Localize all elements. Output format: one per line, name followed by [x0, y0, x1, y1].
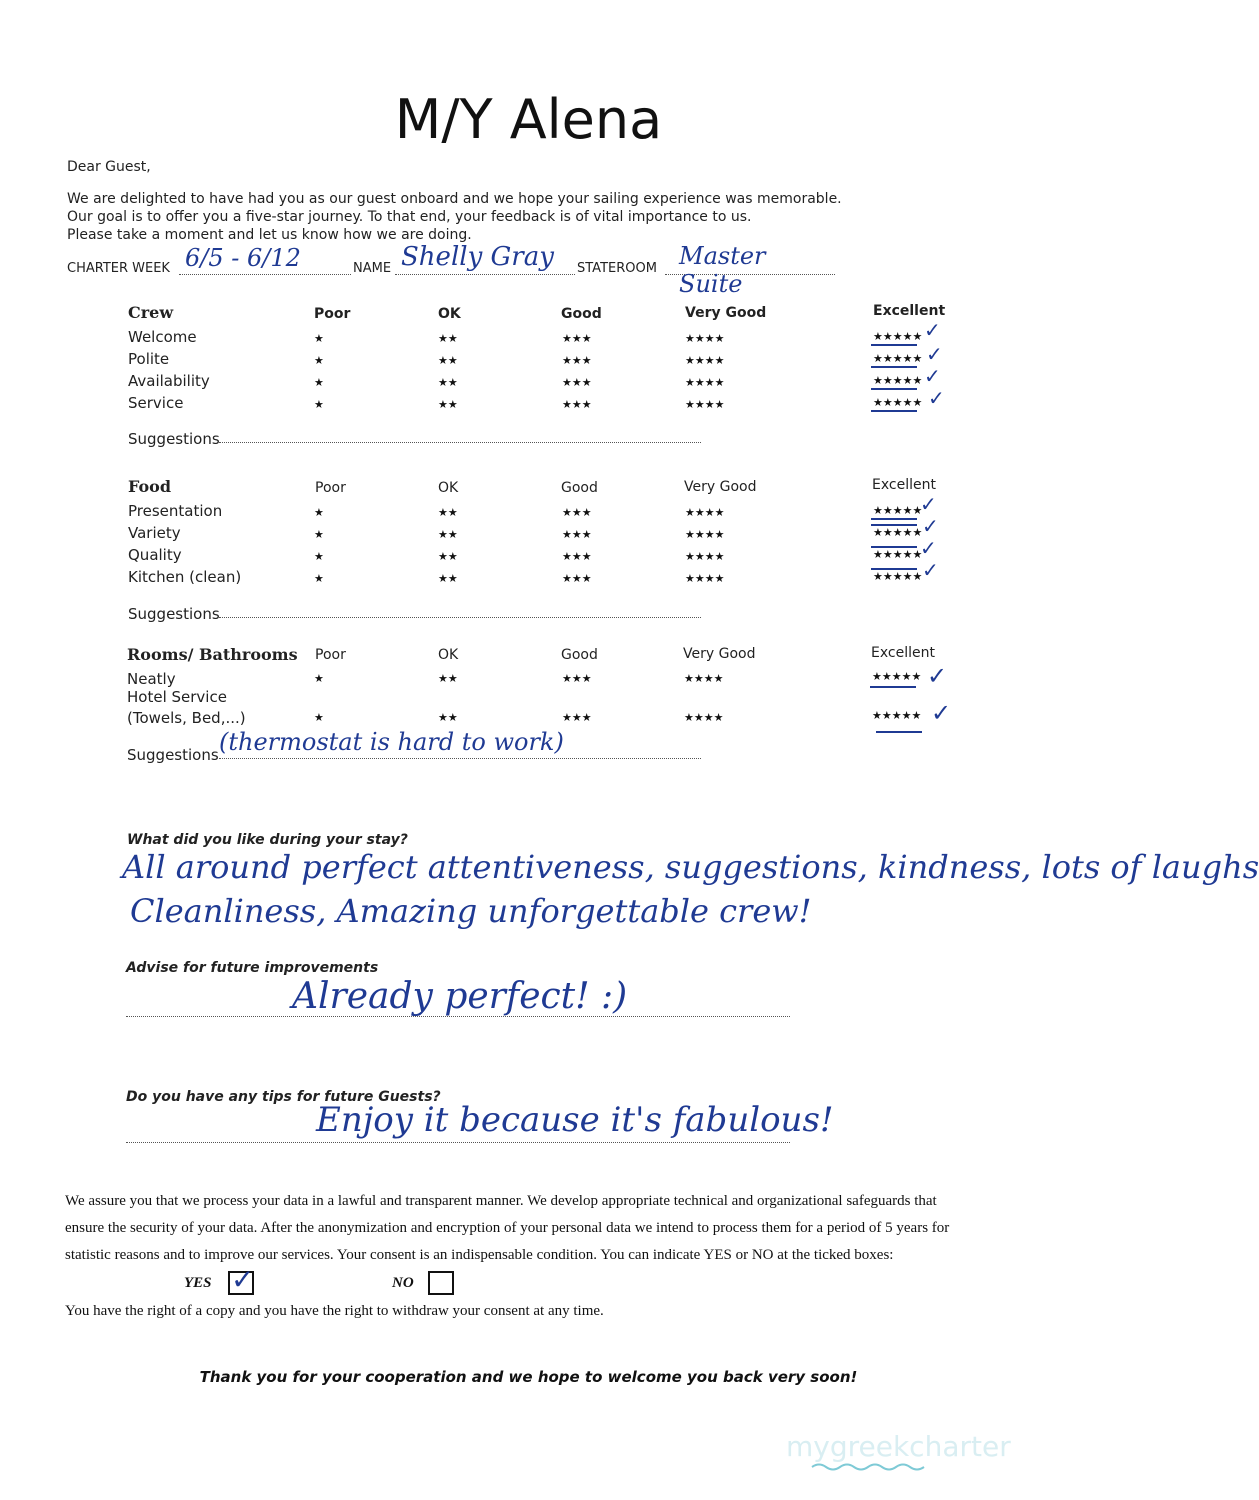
rating-option-poor[interactable]: ★: [314, 528, 324, 541]
watermark-logo: [786, 1430, 1011, 1463]
rating-option-poor[interactable]: ★: [314, 711, 324, 724]
row-label-hotel-service: Hotel Service: [127, 688, 227, 706]
rating-option-good[interactable]: ★★★: [562, 354, 592, 367]
excellent-underline: [871, 524, 917, 526]
rating-option-very-good[interactable]: ★★★★: [685, 506, 725, 519]
food-section: [0, 474, 1057, 634]
check-mark-icon: ✓: [926, 342, 943, 366]
no-label: NO: [392, 1275, 414, 1291]
rating-option-excellent[interactable]: ★★★★★: [873, 548, 923, 561]
check-mark-icon: ✓: [924, 364, 941, 388]
row-label: Variety: [128, 524, 181, 542]
name-value: Shelly Gray: [401, 242, 554, 272]
suggestions-value: (thermostat is hard to work): [219, 728, 564, 756]
rating-option-excellent[interactable]: ★★★★★: [873, 374, 923, 387]
rating-option-poor[interactable]: ★: [314, 398, 324, 411]
rating-row-availability: [128, 364, 978, 394]
rating-option-good[interactable]: ★★★: [562, 332, 592, 345]
page-title: M/Y Alena: [394, 88, 663, 151]
col-poor: Poor: [315, 480, 346, 496]
col-very-good: Very Good: [683, 646, 756, 662]
charter-week-field[interactable]: [179, 244, 351, 275]
col-good: Good: [561, 306, 602, 322]
rating-option-good[interactable]: ★★★: [562, 506, 592, 519]
rating-option-ok[interactable]: ★★: [438, 376, 458, 389]
check-mark-icon: ✓: [927, 662, 948, 690]
col-ok: OK: [438, 647, 459, 663]
excellent-underline: [871, 518, 917, 520]
consent-line-2: ensure the security of your data. After the anonymization and encryption of your personal data we intend to process them for a period of 5 years for: [65, 1220, 950, 1236]
name-field[interactable]: [395, 242, 575, 275]
rating-row-kitchen: [128, 558, 978, 590]
no-checkbox[interactable]: [428, 1271, 454, 1295]
rating-option-poor[interactable]: ★: [314, 376, 324, 389]
charter-week-label: CHARTER WEEK: [67, 261, 170, 276]
col-ok: OK: [438, 480, 459, 496]
check-mark-icon: ✓: [922, 558, 939, 582]
answer-liked-line-1: All around perfect attentiveness, suggestions, kindness, lots of laughs: [122, 848, 1259, 886]
rating-option-ok[interactable]: ★★: [438, 711, 458, 724]
col-good: Good: [561, 647, 598, 663]
wave-icon: [812, 1462, 932, 1472]
intro-line-3: Please take a moment and let us know how we are doing.: [67, 227, 472, 243]
rating-row-service: [128, 386, 978, 416]
rating-option-poor[interactable]: ★: [314, 354, 324, 367]
rating-option-ok[interactable]: ★★: [438, 354, 458, 367]
section-title-food: Food: [128, 477, 172, 496]
rating-option-good[interactable]: ★★★: [562, 550, 592, 563]
excellent-underline: [871, 388, 917, 390]
rating-option-excellent[interactable]: ★★★★★: [872, 670, 922, 683]
rating-option-ok[interactable]: ★★: [438, 506, 458, 519]
excellent-underline: [876, 731, 922, 733]
row-label: Polite: [128, 350, 170, 368]
charter-week-value: 6/5 - 6/12: [185, 244, 301, 272]
check-mark-icon: ✓: [931, 699, 952, 727]
rating-row-polite: [128, 342, 978, 372]
stateroom-field[interactable]: [665, 242, 835, 298]
row-label: Presentation: [128, 502, 223, 520]
section-title-crew: Crew: [128, 303, 174, 322]
col-ok: OK: [438, 306, 461, 322]
check-mark-icon: ✓: [231, 1263, 255, 1296]
row-label: Kitchen (clean): [128, 568, 242, 586]
header-fields: [67, 242, 837, 298]
rights-text: You have the right of a copy and you have the right to withdraw your consent at any time.: [65, 1303, 604, 1319]
rating-option-excellent[interactable]: ★★★★★: [873, 570, 923, 583]
stateroom-value: Master Suite: [679, 242, 766, 298]
yes-checkbox[interactable]: [228, 1263, 255, 1296]
rating-option-very-good[interactable]: ★★★★: [685, 550, 725, 563]
rating-option-ok[interactable]: ★★: [438, 528, 458, 541]
crew-section: [0, 300, 1057, 460]
rating-option-excellent[interactable]: ★★★★★: [872, 709, 922, 722]
answer-tips: Enjoy it because it's fabulous!: [316, 1100, 834, 1140]
rating-option-very-good[interactable]: ★★★★: [685, 528, 725, 541]
col-poor: Poor: [315, 647, 346, 663]
suggestions-field[interactable]: [219, 432, 701, 443]
rating-row-quality: [128, 536, 978, 568]
check-mark-icon: ✓: [920, 536, 937, 560]
rating-row-presentation: [128, 492, 978, 524]
suggestions-label: Suggestions: [128, 430, 220, 448]
tips-field[interactable]: [126, 1100, 834, 1143]
check-mark-icon: ✓: [928, 386, 945, 410]
question-improvements-label: Advise for future improvements: [126, 960, 379, 976]
rating-option-very-good[interactable]: ★★★★: [684, 672, 724, 685]
answer-liked-line-2: Cleanliness, Amazing unforgettable crew!: [130, 892, 812, 930]
row-label: Neatly: [127, 670, 176, 688]
row-label: (Towels, Bed,...): [127, 709, 246, 727]
consent-text: [65, 1188, 1005, 1269]
rating-row-welcome: [128, 318, 978, 350]
rating-option-excellent[interactable]: ★★★★★: [873, 396, 923, 409]
check-mark-icon: ✓: [922, 514, 939, 538]
rating-option-good[interactable]: ★★★: [562, 572, 592, 585]
row-label: Quality: [128, 546, 182, 564]
name-label: NAME: [353, 261, 392, 276]
row-label: Service: [128, 394, 184, 412]
rooms-section: [0, 642, 1057, 772]
excellent-underline: [871, 344, 917, 346]
rating-option-very-good[interactable]: ★★★★: [685, 354, 725, 367]
row-label: Availability: [128, 372, 210, 390]
answer-improvements: Already perfect! :): [292, 976, 628, 1017]
col-very-good: Very Good: [685, 305, 767, 321]
rating-option-very-good[interactable]: ★★★★: [684, 711, 724, 724]
rating-option-poor[interactable]: ★: [314, 672, 324, 685]
rating-option-ok[interactable]: ★★: [438, 550, 458, 563]
rating-option-poor[interactable]: ★: [314, 550, 324, 563]
col-excellent: Excellent: [873, 303, 946, 319]
col-poor: Poor: [314, 306, 351, 322]
col-excellent: Excellent: [871, 645, 935, 661]
closing-text: Thank you for your cooperation and we hope to welcome you back very soon!: [199, 1368, 858, 1386]
rating-option-excellent[interactable]: ★★★★★: [873, 352, 923, 365]
consent-line-3: statistic reasons and to improve our services. Your consent is an indispensable condition. You can indicate YES or NO at the ticked boxes:: [65, 1247, 894, 1263]
col-very-good: Very Good: [684, 479, 757, 495]
stateroom-label: STATEROOM: [577, 261, 657, 276]
yes-label: YES: [184, 1275, 212, 1291]
rating-option-very-good[interactable]: ★★★★: [685, 376, 725, 389]
section-title-rooms: Rooms/ Bathrooms: [127, 645, 298, 664]
suggestions-label: Suggestions: [128, 605, 220, 623]
intro-line-2: Our goal is to offer you a five-star journey. To that end, your feedback is of vital importance to us.: [67, 209, 752, 225]
row-label: Welcome: [128, 328, 197, 346]
intro-line-1: We are delighted to have had you as our guest onboard and we hope your sailing experience was memorable.: [67, 191, 842, 207]
improvements-field[interactable]: [126, 976, 790, 1017]
question-tips-label: Do you have any tips for future Guests?: [126, 1089, 441, 1105]
rating-option-very-good[interactable]: ★★★★: [685, 572, 725, 585]
col-excellent: Excellent: [872, 477, 936, 493]
rating-option-poor[interactable]: ★: [314, 332, 324, 345]
rating-option-good[interactable]: ★★★: [562, 398, 592, 411]
rating-option-good[interactable]: ★★★: [562, 672, 592, 685]
excellent-underline: [871, 410, 917, 412]
question-liked-label: What did you like during your stay?: [127, 832, 408, 848]
excellent-underline: [870, 686, 916, 688]
rating-option-good[interactable]: ★★★: [562, 528, 592, 541]
rating-row-variety: [128, 514, 978, 546]
rating-option-very-good[interactable]: ★★★★: [685, 398, 725, 411]
rating-option-ok[interactable]: ★★: [438, 332, 458, 345]
rating-option-ok[interactable]: ★★: [438, 572, 458, 585]
rating-option-poor[interactable]: ★: [314, 572, 324, 585]
check-mark-icon: ✓: [920, 492, 937, 516]
rating-option-ok[interactable]: ★★: [438, 398, 458, 411]
rating-option-poor[interactable]: ★: [314, 506, 324, 519]
suggestions-field[interactable]: [219, 728, 701, 759]
rating-option-excellent[interactable]: ★★★★★: [873, 526, 923, 539]
greeting: Dear Guest,: [67, 159, 151, 175]
rating-option-excellent[interactable]: ★★★★★: [873, 330, 923, 343]
rating-option-very-good[interactable]: ★★★★: [685, 332, 725, 345]
excellent-underline: [871, 568, 917, 570]
rating-option-good[interactable]: ★★★: [562, 376, 592, 389]
rating-row-neatly: [127, 662, 977, 692]
consent-line-1: We assure you that we process your data in a lawful and transparent manner. We develop appropriate technical and organizational safeguards that: [65, 1193, 937, 1209]
suggestions-label: Suggestions: [127, 746, 219, 764]
col-good: Good: [561, 480, 598, 496]
excellent-underline: [871, 366, 917, 368]
excellent-underline: [871, 546, 917, 548]
rating-option-good[interactable]: ★★★: [562, 711, 592, 724]
suggestions-field[interactable]: [219, 607, 701, 618]
check-mark-icon: ✓: [924, 318, 941, 342]
rating-option-ok[interactable]: ★★: [438, 672, 458, 685]
watermark-text: mygreekcharter: [786, 1430, 1011, 1463]
rating-option-excellent[interactable]: ★★★★★: [873, 504, 923, 517]
